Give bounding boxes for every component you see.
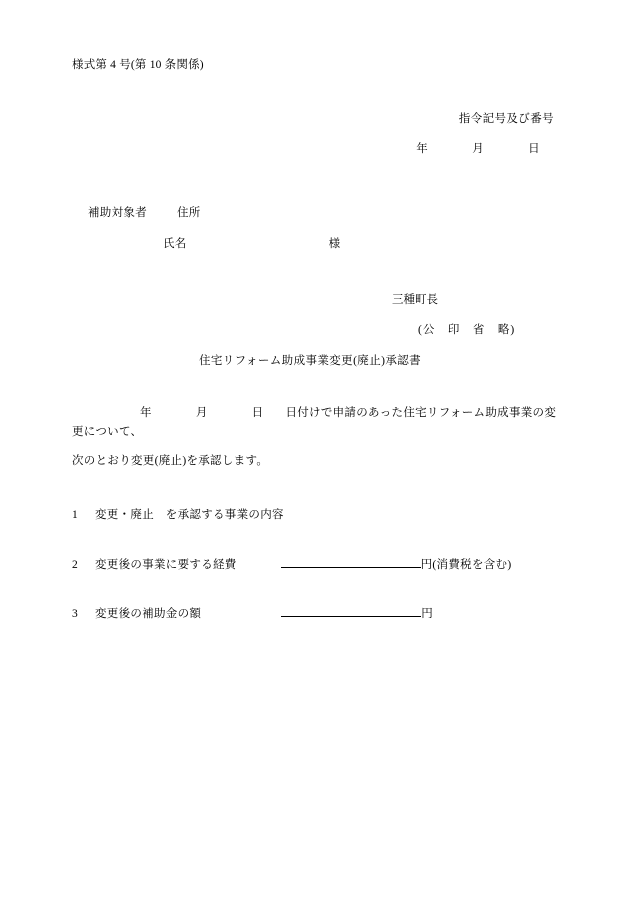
body-line-2: 次のとおり変更(廃止)を承認します。	[72, 454, 269, 467]
addressee-title: 補助対象者	[88, 207, 147, 220]
list-item	[72, 555, 558, 574]
body-date-day: 日	[251, 407, 264, 420]
item-number: 1	[72, 509, 79, 522]
reference-block	[72, 110, 558, 158]
document-title: 住宅リフォーム助成事業変更(廃止)承認書	[198, 354, 422, 367]
issuer-seal-note: (公 印 省 略)	[418, 324, 516, 337]
issuer-name: 三種町長	[392, 293, 438, 306]
item-number: 2	[72, 558, 79, 571]
item-label: 変更・廃止 を承認する事業の内容	[95, 509, 284, 522]
item-suffix: 円(消費税を含む)	[420, 558, 512, 571]
item-number: 3	[72, 608, 79, 621]
form-number: 様式第 4 号(第 10 条関係)	[72, 59, 204, 71]
date-month-label: 月	[472, 142, 485, 155]
items-list	[72, 506, 558, 623]
list-item	[72, 604, 558, 623]
item-label: 変更後の事業に要する経費	[95, 558, 237, 571]
addressee-name-row	[88, 235, 558, 253]
issuer-block	[72, 291, 558, 340]
list-item	[72, 506, 558, 524]
item-blank-field[interactable]	[281, 604, 421, 617]
item-suffix: 円	[421, 608, 434, 621]
addressee-address-label: 住所	[177, 207, 201, 220]
date-day-label: 日	[528, 142, 540, 155]
addressee-address-row	[88, 204, 558, 222]
body-paragraph	[72, 404, 558, 470]
body-line-1	[72, 404, 558, 441]
addressee-honorific: 様	[328, 237, 341, 250]
date-year-label: 年	[416, 142, 429, 155]
body-line-1-text: 日付けで申請のあった住宅リフォーム助成事業の変更について、	[72, 407, 557, 438]
reference-label: 指令記号及び番号	[458, 113, 554, 126]
item-label: 変更後の補助金の額	[95, 608, 202, 621]
addressee-block	[72, 204, 558, 253]
addressee-name-label: 氏名	[163, 237, 187, 250]
body-date-year: 年	[140, 407, 152, 420]
body-date-month: 月	[195, 407, 208, 420]
item-blank-field[interactable]	[281, 555, 421, 568]
reference-date-line	[72, 140, 554, 158]
